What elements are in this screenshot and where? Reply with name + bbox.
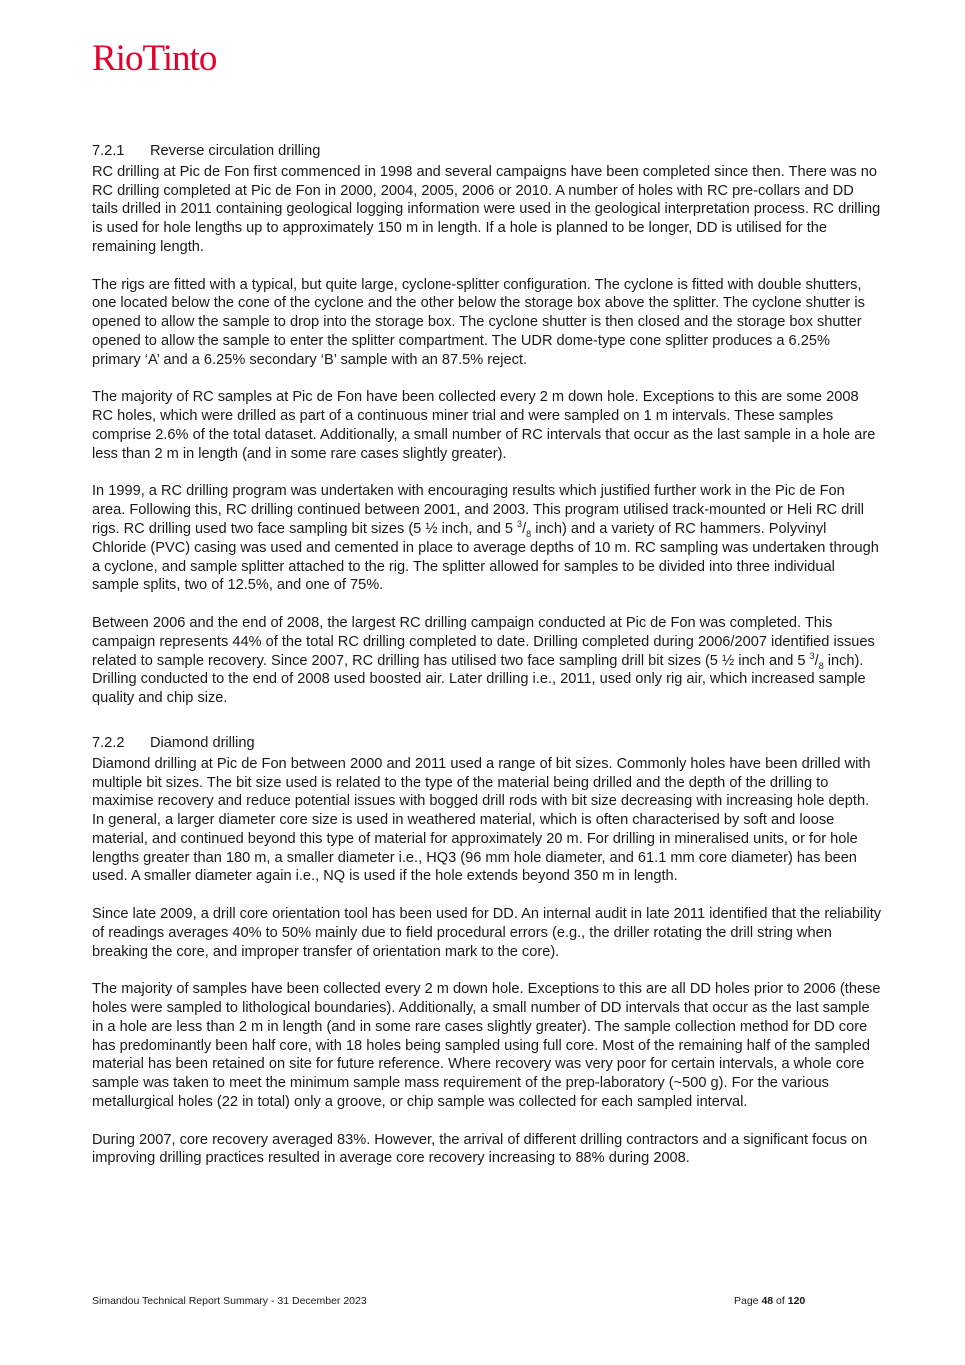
paragraph: Diamond drilling at Pic de Fon between 2000 and 2011 used a range of bit sizes. Commonly holes have been drilled with multiple bit sizes. The bit size used is related to the type of the material being drilled and the depth of the drilling to maximise recovery and reduce potential issues with bogged drill rods with bit size decreasing with increasing hole depth. In general, a larger diameter core size is used in weathered material, which is often characterised by soft and loose material, and continued beyond this type of material for approximately 20 m. For drilling in mineralised units, or for hole lengths greater than 180 m, a smaller diameter i.e., HQ3 (96 mm hole diameter, and 61.1 mm core diameter) has been used. A smaller diameter again i.e., NQ is used if the hole extends beyond 350 m in length. [92,755,871,885]
paragraph: Since late 2009, a drill core orientation tool has been used for DD. An internal audit in late 2011 identified that the reliability of readings averages 40% to 50% mainly due to field procedural errors (e.g., the driller rotating the drill string when breaking the core, and improper transfer of orientation mark to the core). [92,906,882,960]
paragraph: In 1999, a RC drilling program was undertaken with encouraging results which justified further work in the Pic de Fon area. Following this, RC drilling continued between 2001, and 2003. This program utilised track-mounted or Heli RC drill rigs. RC drilling used two face sampling bit sizes (5 ½ inch, and 5 $^3/_8$ inch) and a variety of RC hammers. Polyvinyl Chloride (PVC) casing was used and cemented in place to average depths of 10 m. RC sampling was undertaken through a cyclone, and sample splitter attached to the rig. The splitter allowed for samples to be divided into three individual sample splits, two of 12.5%, and one of 75%. [92,483,879,594]
section-heading-7-2-2 [92,734,882,753]
paragraph: The majority of RC samples at Pic de Fon have been collected every 2 m down hole. Exceptions to this are some 2008 RC holes, which were drilled as part of a continuous miner trial and were sampled on 1 m intervals. These samples comprise 2.6% of the total dataset. Additionally, a small number of RC intervals that occur as the last sample in a hole are less than 2 m in length (and in some rare cases slightly greater). [92,389,876,462]
section-heading-7-2-1 [92,142,882,161]
paragraph: The rigs are fitted with a typical, but quite large, cyclone-splitter configuration. The cyclone is fitted with double shutters, one located below the cone of the cyclone and the other below the storage box above the splitter. The cyclone shutter is opened to allow the sample to drop into the storage box. The cyclone shutter is then closed and the storage box shutter opened to allow the sample to enter the splitter compartment. The UDR dome-type cone splitter produces a 6.25% primary ‘A’ and a 6.25% secondary ‘B’ sample with an 87.5% reject. [92,276,865,368]
document-body [92,142,882,1187]
paragraph: During 2007, core recovery averaged 83%. However, the arrival of different drilling contractors and a significant focus on improving drilling practices resulted in average core recovery increasing to 88% during 2008. [92,1131,868,1167]
paragraph: The majority of samples have been collected every 2 m down hole. Exceptions to this are all DD holes prior to 2006 (these holes were sampled to lithological boundaries). Additionally, a small number of DD intervals that occur as the last sample in a hole are less than 2 m in length (and in some rare cases slightly greater). The sample collection method for DD core has predominantly been half core, with 18 holes being sampled using full core. Most of the remaining half of the sampled material has been retained on site for future reference. Where recovery was very poor for certain intervals, a whole core sample was taken to meet the minimum sample mass requirement of the prep-laboratory (~500 g). For the various metallurgical holes (22 in total) only a groove, or chip sample was collected for each sampled interval. [92,981,881,1111]
paragraph: Between 2006 and the end of 2008, the largest RC drilling campaign conducted at Pic de Fon was completed. This campaign represents 44% of the total RC drilling completed to date. Drilling completed during 2006/2007 identified issues related to sample recovery. Since 2007, RC drilling has utilised two face sampling drill bit sizes (5 ½ inch and 5 $^3/_8$ inch). Drilling conducted to the end of 2008 used boosted air. Later drilling i.e., 2011, used only rig air, which increased sample quality and chip size. [92,614,875,707]
paragraph: RC drilling at Pic de Fon first commenced in 1998 and several campaigns have been completed since then. There was no RC drilling completed at Pic de Fon in 2000, 2004, 2005, 2006 or 2010. A number of holes with RC pre-collars and DD tails drilled in 2011 containing geological logging information were used in the geological interpretation process. RC drilling is used for hole lengths up to approximately 150 m in length. If a hole is planned to be longer, DD is utilised for the remaining length. [92,163,881,255]
section-title: Reverse circulation drilling [150,143,321,159]
section-number: 7.2.1 [92,143,125,159]
section-title: Diamond drilling [150,734,255,751]
rio-tinto-logo: RioTinto [92,38,217,79]
page-number: Page 48 of 120 [734,1295,806,1307]
section-number: 7.2.2 [92,734,125,751]
footer-report-title: Simandou Technical Report Summary - 31 December 2023 [92,1295,367,1307]
